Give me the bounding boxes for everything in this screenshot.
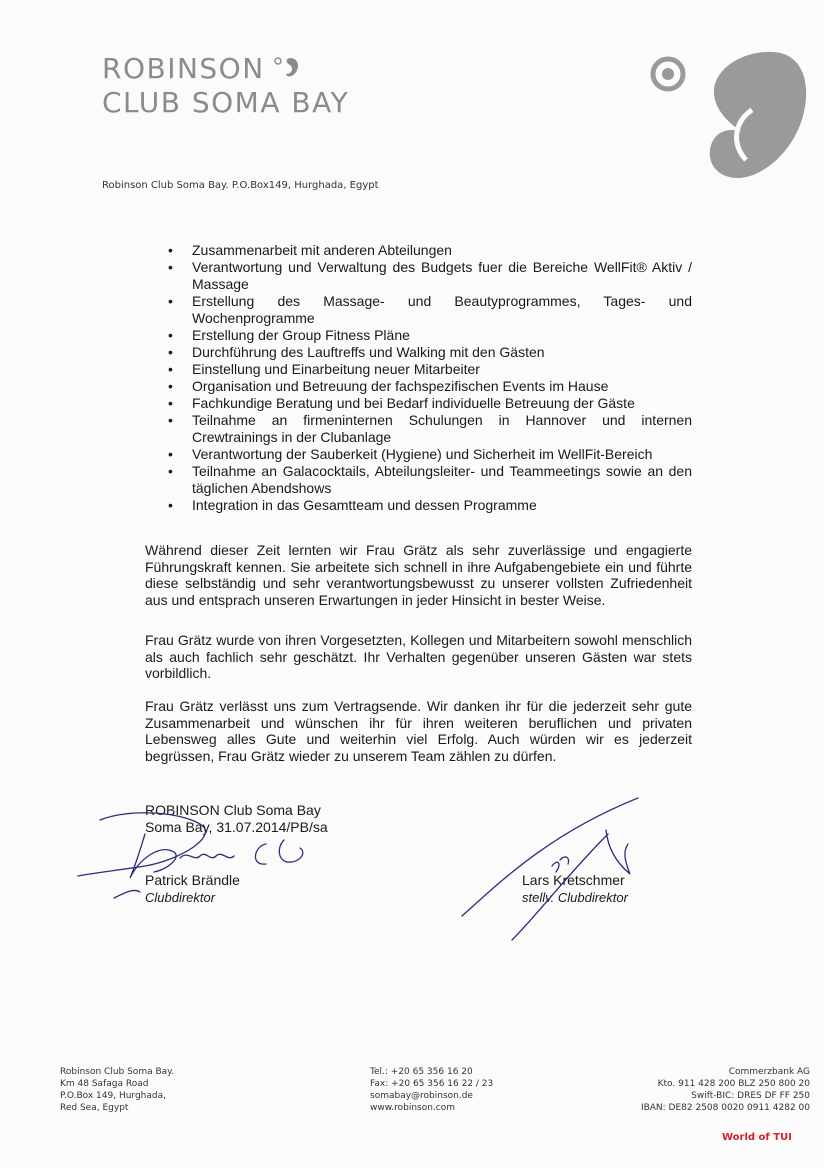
duties-list bbox=[168, 242, 692, 514]
signatory-title: Clubdirektor bbox=[145, 890, 216, 905]
closing-place-date: Soma Bay, 31.07.2014/PB/sa bbox=[145, 819, 328, 835]
footer-line: Tel.: +20 65 356 16 20 bbox=[370, 1067, 473, 1077]
signature-brandle-image bbox=[70, 800, 340, 920]
footer-line: IBAN: DE82 2508 0020 0911 4282 00 bbox=[640, 1103, 810, 1113]
company-logo-text bbox=[102, 52, 349, 120]
footer-line: Fax: +20 65 356 16 22 / 23 bbox=[370, 1079, 494, 1089]
footer-line: www.robinson.com bbox=[370, 1103, 456, 1113]
list-item: • Teilnahme an firmeninternen Schulungen in Hannover und internen Crewtrainings in der Clubanlage bbox=[168, 412, 692, 446]
brand-mark-icon bbox=[706, 50, 810, 180]
list-item: • Durchführung des Lauftreffs und Walking mit den Gästen bbox=[168, 344, 692, 361]
footer-line: Kto. 911 428 200 BLZ 250 800 20 bbox=[657, 1079, 810, 1089]
list-item: • Organisation und Betreuung der fachspezifischen Events im Hause bbox=[168, 378, 692, 395]
list-item: • Verantwortung und Verwaltung des Budgets fuer die Bereiche WellFit® Aktiv / Massage bbox=[168, 259, 692, 293]
footer-contact bbox=[370, 1066, 493, 1114]
footer-line: Commerzbank AG bbox=[728, 1067, 810, 1077]
logo-line-2: CLUB SOMA BAY bbox=[102, 86, 350, 119]
target-ring-icon bbox=[650, 56, 686, 92]
footer-line: Swift-BIC: DRES DF FF 250 bbox=[691, 1091, 810, 1101]
list-item: • Einstellung und Einarbeitung neuer Mitarbeiter bbox=[168, 361, 692, 378]
list-item: • Erstellung des Massage- und Beautyprogrammes, Tages- und Wochenprogramme bbox=[168, 293, 692, 327]
list-item: • Teilnahme an Galacocktails, Abteilungsleiter- und Teammeetings sowie an den täglichen Abendshows bbox=[168, 463, 692, 497]
footer-line: somabay@robinson.de bbox=[370, 1091, 473, 1101]
signatory-name: Lars Kretschmer bbox=[522, 872, 625, 888]
footer-line: Km 48 Safaga Road bbox=[60, 1079, 149, 1089]
closing-company: ROBINSON Club Soma Bay bbox=[145, 802, 321, 818]
logo-wave-icon bbox=[272, 56, 302, 80]
footer-bank bbox=[641, 1066, 810, 1114]
world-of-tui-logo: World of TUI bbox=[722, 1132, 792, 1143]
footer-line: Red Sea, Egypt bbox=[60, 1103, 129, 1113]
list-item: • Zusammenarbeit mit anderen Abteilungen bbox=[168, 242, 692, 259]
list-item: • Erstellung der Group Fitness Pläne bbox=[168, 327, 692, 344]
list-item: • Integration in das Gesamtteam und dessen Programme bbox=[168, 497, 692, 514]
list-item: • Fachkundige Beratung und bei Bedarf individuelle Betreuung der Gäste bbox=[168, 395, 692, 412]
footer-line: Robinson Club Soma Bay. bbox=[60, 1067, 175, 1077]
body-paragraph: Frau Grätz verlässt uns zum Vertragsende. Wir danken ihr für die jederzeit sehr gute Zusammenarbeit und wünschen ihr für ihren weiteren beruflichen und privaten Lebensweg alles Gute und weiterhin viel Erfolg. Auch würden wir es jederzeit begrüssen, Frau Grätz wieder zu unserem Team zählen zu dürfen. bbox=[145, 698, 692, 764]
signature-kretschmer-image bbox=[458, 794, 668, 944]
signatory-title: stellv. Clubdirektor bbox=[522, 890, 628, 905]
body-paragraph: Während dieser Zeit lernten wir Frau Grätz als sehr zuverlässige und engagierte Führungskraft kennen. Sie arbeitete sich schnell in ihre Aufgabengebiete ein und führte diese selbständig und sehr verantwortungsbewusst zu unserer vollsten Zufriedenheit aus und entsprach unseren Erwartungen in jeder Hinsicht in bester Weise. bbox=[145, 542, 692, 608]
body-paragraph: Frau Grätz wurde von ihren Vorgesetzten, Kollegen und Mitarbeitern sowohl menschlich als auch fachlich sehr geschätzt. Ihr Verhalten gegenüber unseren Gästen war stets vorbildlich. bbox=[145, 632, 692, 681]
sender-address-line: Robinson Club Soma Bay. P.O.Box149, Hurghada, Egypt bbox=[102, 180, 379, 191]
logo-line-1: ROBINSON bbox=[102, 52, 265, 85]
footer-line: P.O.Box 149, Hurghada, bbox=[60, 1091, 166, 1101]
list-item: • Verantwortung der Sauberkeit (Hygiene) und Sicherheit im WellFit-Bereich bbox=[168, 446, 692, 463]
footer-address bbox=[60, 1066, 174, 1114]
signatory-name: Patrick Brändle bbox=[145, 872, 240, 888]
